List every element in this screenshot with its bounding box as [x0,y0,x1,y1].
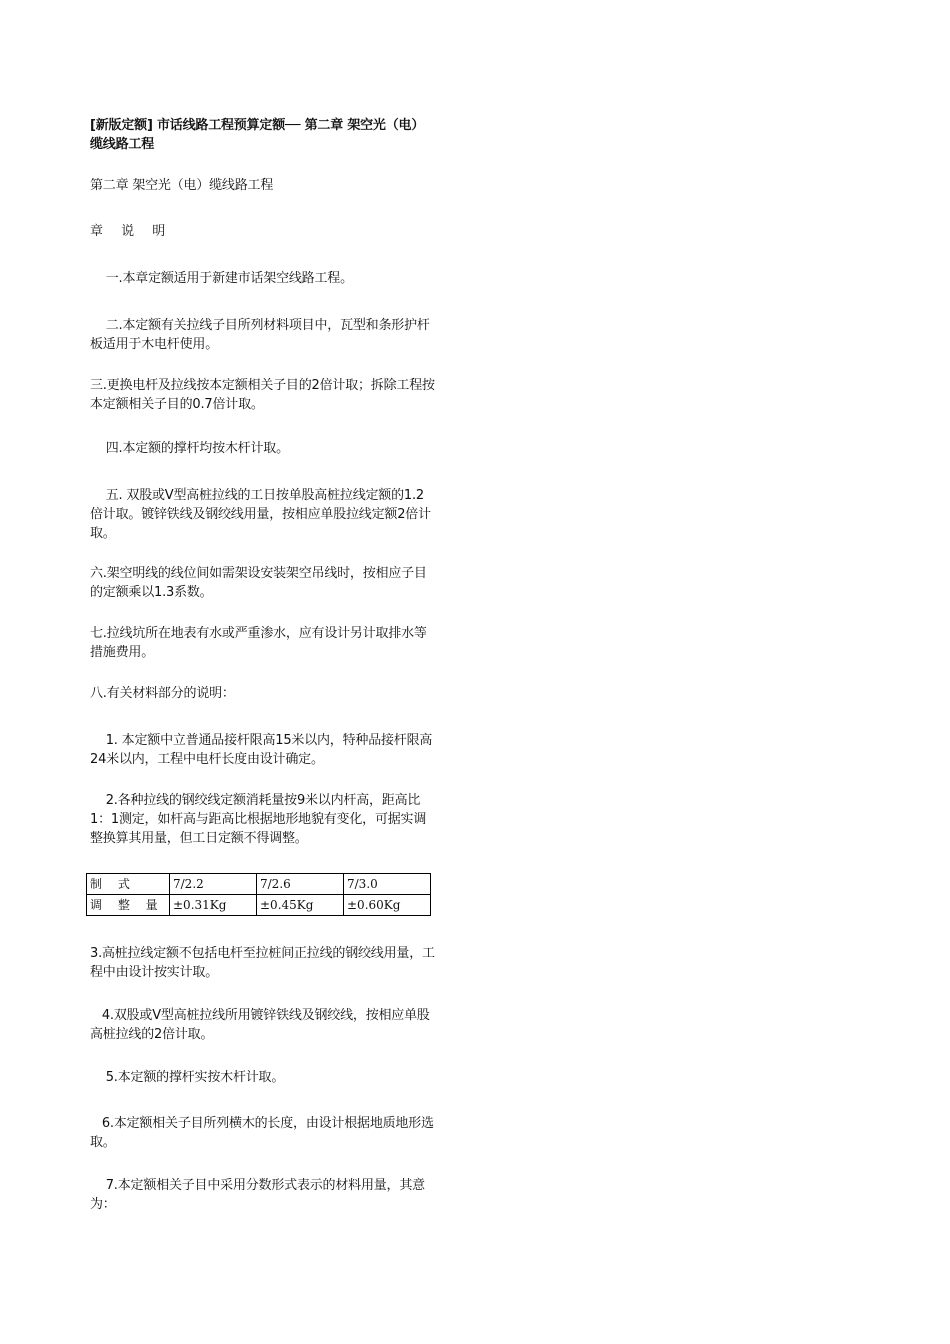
paragraph-1: 一.本章定额适用于新建市话架空线路工程。 [90,271,353,286]
paragraph-after-5: 7.本定额相关子目中采用分数形式表示的材料用量，其意为： [90,1178,425,1212]
paragraph-3: 三.更换电杆及拉线按本定额相关子目的2倍计取；拆除工程按本定额相关子目的0.7倍计取。 [90,378,435,412]
paragraph-5: 五. 双股或V型高桩拉线的工日按单股高桩拉线定额的1.2倍计取。镀锌铁线及钢绞线用量，按相应单股拉线定额2倍计取。 [90,488,431,541]
document-title: [新版定额] 市话线路工程预算定额── 第二章 架空光（电）缆线路工程 [90,118,425,152]
paragraph-6: 六.架空明线的线位间如需架设安装架空吊线时，按相应子目的定额乘以1.3系数。 [90,566,427,600]
paragraph-after-2: 4.双股或V型高桩拉线所用镀锌铁线及钢绞线，按相应单股高桩拉线的2倍计取。 [90,1008,430,1042]
paragraph-after-1: 3.高桩拉线定额不包括电杆至拉桩间正拉线的钢绞线用量，工程中由设计按实计取。 [90,946,435,980]
chapter-heading: 第二章 架空光（电）缆线路工程 [90,178,274,193]
section-heading: 章 说 明 [90,224,173,239]
table-cell: ±0.31Kg [170,895,257,916]
table-cell: 7/3.0 [344,874,431,895]
table-header-cell: 调 整 量 [87,895,170,916]
table-cell: 7/2.2 [170,874,257,895]
paragraph-2: 二.本定额有关拉线子目所列材料项目中，瓦型和条形护杆板适用于木电杆使用。 [90,318,430,352]
table-header-cell: 制 式 [87,874,170,895]
paragraph-after-3: 5.本定额的撑杆实按木杆计取。 [90,1070,285,1085]
table-row [87,895,431,916]
table-cell: 7/2.6 [257,874,344,895]
paragraph-9: 1. 本定额中立普通品接杆限高15米以内，特种品接杆限高24米以内，工程中电杆长度由设计确定。 [90,733,433,767]
adjustment-table [86,873,431,916]
paragraph-4: 四.本定额的撑杆均按木杆计取。 [90,441,289,456]
paragraph-10: 2.各种拉线的钢绞线定额消耗量按9米以内杆高，距高比1：1测定，如杆高与距高比根据地形地貌有变化，可据实调整换算其用量，但工日定额不得调整。 [90,793,427,846]
table-row [87,874,431,895]
paragraph-7: 七.拉线坑所在地表有水或严重渗水，应有设计另计取排水等措施费用。 [90,626,427,660]
table-cell: ±0.60Kg [344,895,431,916]
paragraph-after-4: 6.本定额相关子目所列横木的长度，由设计根据地质地形选取。 [90,1116,434,1150]
paragraph-8: 八.有关材料部分的说明： [90,686,235,701]
table-cell: ±0.45Kg [257,895,344,916]
